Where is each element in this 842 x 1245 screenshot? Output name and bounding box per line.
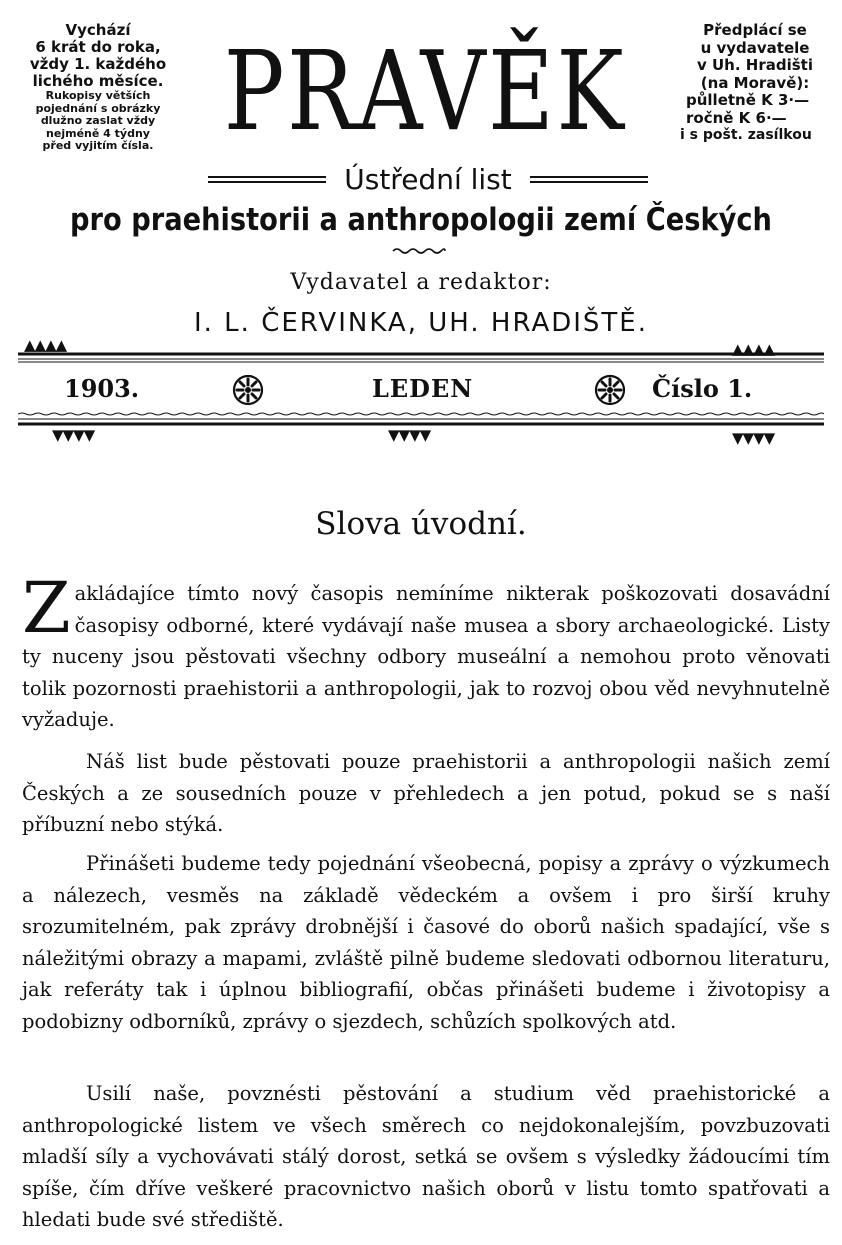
drop-cap: Z — [22, 567, 71, 649]
postage-note: i s pošt. zasílkou — [680, 127, 812, 143]
price-half-year: půlletně K 3·— — [686, 91, 810, 109]
masthead-subtitle: Ústřední list — [344, 162, 512, 196]
price-box-line: Předplácí se — [703, 21, 807, 39]
rosette-icon — [594, 374, 626, 406]
paragraph-2: Náš list bude pěstovati pouze praehistorii a anthropologii našich zemí Českých a ze sousedních pouze v přehledech a jen potud, pokud se s naší příbuzní nebo stýká. — [22, 750, 830, 836]
manuscript-note-line: před vyjitím čísla. — [42, 139, 154, 152]
triangle-ornament-icon: ▼▼▼▼ — [388, 426, 431, 444]
double-rule-left — [208, 176, 326, 183]
ornamental-rule-top — [18, 352, 824, 364]
editor-label: Vydavatel a redaktor: — [290, 270, 552, 295]
triangle-ornament-icon: ▼▼▼▼ — [52, 426, 95, 444]
issue-number: Číslo 1. — [652, 374, 753, 403]
section-title: Slova úvodní. — [315, 506, 527, 542]
paragraph-1-text: akládajíce tímto nový časopis nemíníme nikterak poškozovati dosavádní časopisy odborné, které vydávají naše musea a sbory archaeologické. Listy ty nuceny jsou pěstovati všechny odbory museální a nemohou proto věnovati tolik pozornosti praehistorii a anthropologii, jak to rozvoj obou věd nevyhnutelně vyžaduje. — [22, 582, 830, 731]
schedule-line: Vychází — [65, 21, 131, 39]
subscription-schedule-box — [18, 22, 178, 153]
triangle-ornament-icon: ▼▼▼▼ — [732, 429, 775, 447]
price-box-line: u vydavatele — [700, 38, 810, 57]
journal-headline: pro praehistorii a anthropologii zemí Českých — [70, 202, 772, 238]
issue-year: 1903. — [64, 374, 140, 403]
issue-month: LEDEN — [372, 374, 474, 403]
schedule-line: lichého měsíce. — [32, 72, 164, 90]
triangle-ornament-icon: ▲▲▲▲ — [24, 336, 67, 354]
triangle-ornament-icon: ▲▲▲▲ — [732, 340, 775, 358]
paragraph-3: Přinášeti budeme tedy pojednání všeobecná, popisy a zprávy o výzkumech a nálezech, vesměs na základě vědeckém a ovšem i pro širší kruhy srozumitelném, pak zprávy drobnější i časové do oborů našich spadající, vše s náležitými obrazy a mapami, zvláště pilně budeme sledovati odbornou literaturu, jak referáty tak i úplnou bibliografií, občas přinášeti budeme i životopisy a podobizny odborníků, zprávy o sjezdech, schůzích spolkových atd. — [22, 852, 830, 1033]
paragraph-1 — [22, 567, 830, 736]
price-box-line: (na Moravě): — [700, 73, 810, 92]
masthead-title: PRAVĚK — [223, 27, 627, 155]
rosette-icon — [232, 374, 264, 406]
price-box-line: v Uh. Hradišti — [697, 56, 813, 74]
issue-info-row — [20, 370, 820, 410]
manuscript-note-line: Rukopisy větších — [45, 89, 151, 102]
subscription-price-box — [676, 22, 834, 145]
editor-name: I. L. ČERVINKA, UH. HRADIŠTĚ. — [193, 308, 649, 338]
manuscript-note-line: nejméně 4 týdny — [46, 126, 150, 140]
double-rule-right — [530, 176, 648, 183]
subtitle-row — [178, 162, 678, 196]
wavy-ornament-icon — [391, 246, 447, 256]
paragraph-4: Usilí naše, povznésti pěstování a studium věd praehistorické a anthropologické listem ve všech směrech co nejdokonalejším, povzbuzovati mladší síly a vychovávati stálý dorost, setká se ovšem s výsledky žádoucími tím spíše, čím dříve veškeré pracovnictvo našich oborů v listu tomto spatřovati a hledati bude své střediště. — [22, 1082, 830, 1231]
schedule-line: vždy 1. každého — [29, 55, 167, 73]
schedule-line: 6 krát do roka, — [35, 38, 161, 56]
manuscript-note-line: dlužno zaslat vždy — [40, 114, 156, 127]
manuscript-note-line: pojednání s obrázky — [35, 101, 161, 115]
price-full-year: ročně K 6·— — [686, 108, 787, 127]
